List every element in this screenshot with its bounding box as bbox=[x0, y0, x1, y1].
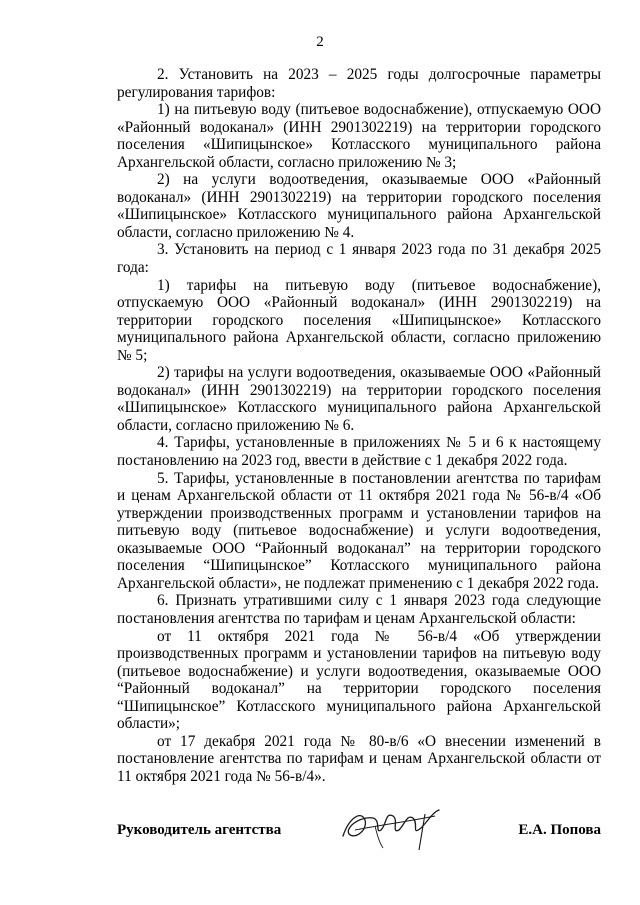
paragraph: 6. Признать утратившими силу с 1 января 2023 года следующие постановления агентства по тарифам и ценам Архангельской области: bbox=[117, 592, 601, 627]
paragraph: 2) на услуги водоотведения, оказываемые ООО «Районный водоканал» (ИНН 2901302219) на территории городского поселения «Шипицынское» Котласского муниципального района Архангельской области, согласно приложению № 4. bbox=[117, 171, 601, 241]
paragraph: 5. Тарифы, установленные в постановлении агентства по тарифам и ценам Архангельской области от 11 октября 2021 года № 56-в/4 «Об утверждении производственных программ и установлении тарифов на питьевую воду (питьевое водоснабжение) и услуги водоотведения, оказываемые ООО “Районный водоканал” на территории городского поселения “Шипицынское” Котласского муниципального района Архангельской области», не подлежат применению с 1 декабря 2022 года. bbox=[117, 469, 601, 592]
paragraph: 3. Установить на период с 1 января 2023 года по 31 декабря 2025 года: bbox=[117, 241, 601, 277]
document-body bbox=[117, 66, 601, 785]
signature-block bbox=[117, 808, 601, 858]
paragraph: от 17 декабря 2021 года № 80-в/6 «О внесении изменений в постановление агентства по тарифам и ценам Архангельской области от 11 октября 2021 года № 56-в/4». bbox=[117, 732, 601, 785]
position-title: Руководитель агентства bbox=[117, 822, 282, 838]
paragraph: 4. Тарифы, установленные в приложениях № 5 и 6 к настоящему постановлению на 2023 год, ввести в действие с 1 декабря 2022 года. bbox=[117, 434, 601, 470]
paragraph: 2) тарифы на услуги водоотведения, оказываемые ООО «Районный водоканал» (ИНН 2901302219) на территории городского поселения «Шипицынское» Котласского муниципального района Архангельской области, согласно приложению № 6. bbox=[117, 364, 601, 434]
handwritten-signature bbox=[335, 800, 445, 852]
paragraph: от 11 октября 2021 года № 56-в/4 «Об утверждении производственных программ и установлении тарифов на питьевую воду (питьевое водоснабжение) и услуги водоотведения, оказываемые ООО “Районный водоканал” на территории городского поселения “Шипицынское” Котласского муниципального района Архангельской области»; bbox=[117, 627, 601, 733]
page-number: 2 bbox=[316, 34, 324, 50]
paragraph: 1) тарифы на питьевую воду (питьевое водоснабжение), отпускаемую ООО «Районный водоканал» (ИНН 2901302219) на территории городского поселения «Шипицынское» Котласского муниципального района Архангельской области, согласно приложению № 5; bbox=[117, 276, 601, 364]
paragraph: 1) на питьевую воду (питьевое водоснабжение), отпускаемую ООО «Районный водоканал» (ИНН 2901302219) на территории городского поселения «Шипицынское» Котласского муниципального района Архангельской области, согласно приложению № 3; bbox=[117, 101, 601, 171]
signer-name: Е.А. Попова bbox=[518, 822, 601, 838]
paragraph: 2. Установить на 2023 – 2025 годы долгосрочные параметры регулирования тарифов: bbox=[117, 66, 601, 101]
